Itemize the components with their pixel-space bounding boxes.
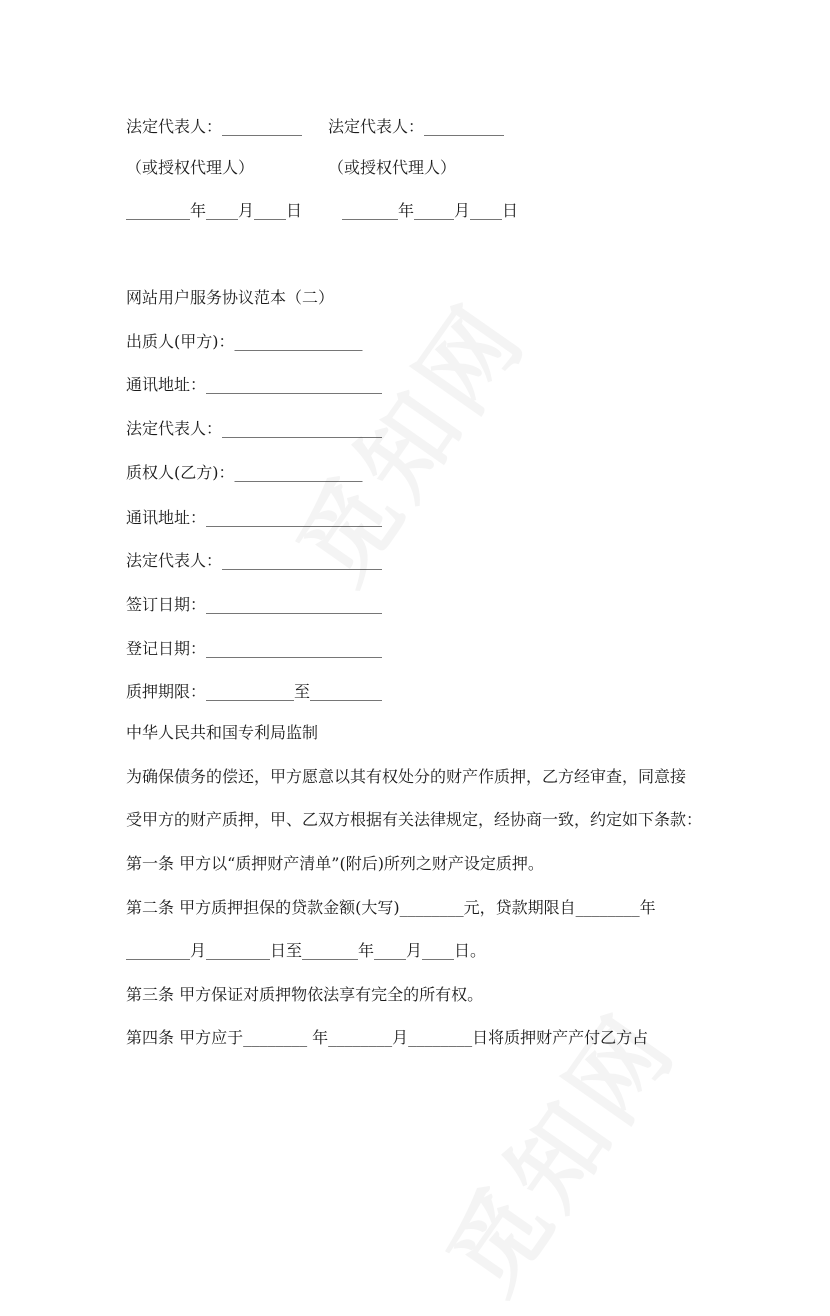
article-1: 第一条 甲方以“质押财产清单”(附后)所列之财产设定质押。 xyxy=(126,854,544,873)
rep-right: 法定代表人：__________ xyxy=(328,117,505,136)
pledgor-address-line: 通讯地址：______________________ xyxy=(126,375,383,394)
rep-left: 法定代表人：__________ xyxy=(126,117,303,136)
signature-rep-row xyxy=(126,117,505,137)
intro-line-2: 受甲方的财产质押，甲、乙双方根据有关法律规定，经协商一致，约定如下条款： xyxy=(126,810,703,829)
signature-agent-row xyxy=(126,158,457,178)
pledgor-rep-line: 法定代表人：____________________ xyxy=(126,419,383,438)
intro-line-1: 为确保债务的偿还，甲方愿意以其有权处分的财产作质押，乙方经审查，同意接 xyxy=(126,767,687,786)
signature-date-row xyxy=(126,201,519,221)
register-date-line: 登记日期：______________________ xyxy=(126,639,383,658)
document-title: 网站用户服务协议范本（二） xyxy=(126,288,335,307)
article-3: 第三条 甲方保证对质押物依法享有完全的所有权。 xyxy=(126,985,484,1004)
pledge-term-line: 质押期限：___________至_________ xyxy=(126,682,383,701)
article-2-line-2: ________月________日至_______年____月____日。 xyxy=(126,941,487,960)
article-2-line-1: 第二条 甲方质押担保的贷款金额(大写)________元，贷款期限自________年 xyxy=(126,898,656,917)
pledgee-address-line: 通讯地址：______________________ xyxy=(126,508,383,527)
pledgee-line: 质权人(乙方)：________________ xyxy=(126,463,363,482)
pledgee-rep-line: 法定代表人：____________________ xyxy=(126,551,383,570)
date-left: ________年____月____日 xyxy=(126,201,303,220)
pledgor-line: 出质人(甲方)：________________ xyxy=(126,332,363,351)
article-4: 第四条 甲方应于________ 年________月________日将质押财产产付乙方占 xyxy=(126,1028,649,1047)
date-right: _______年_____月____日 xyxy=(342,201,519,220)
agent-left: （或授权代理人） xyxy=(126,158,255,177)
sign-date-line: 签订日期：______________________ xyxy=(126,595,383,614)
supervisor-line: 中华人民共和国专利局监制 xyxy=(126,723,319,742)
agent-right: （或授权代理人） xyxy=(328,158,457,177)
